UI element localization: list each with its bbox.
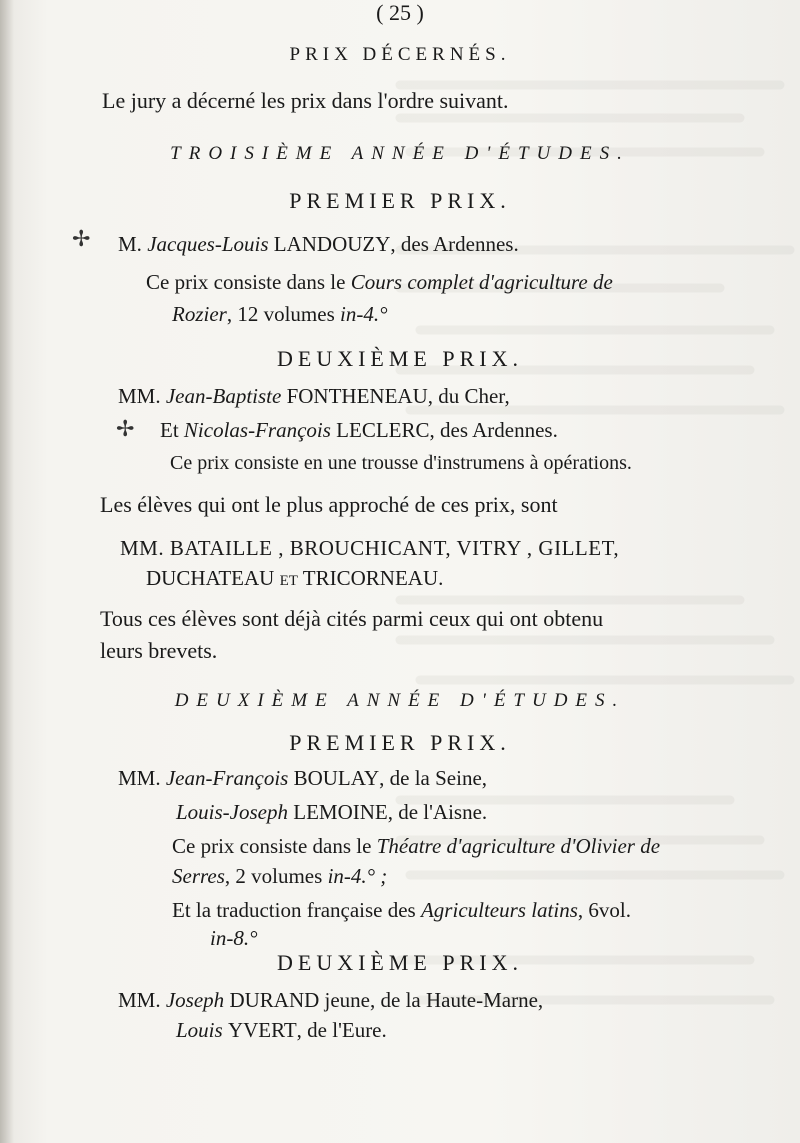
winner-origin: , des Ardennes. bbox=[429, 418, 558, 442]
winner-origin: , des Ardennes. bbox=[390, 232, 519, 256]
note-line1: Tous ces élèves sont déjà cités parmi ceux qui ont obtenu bbox=[100, 606, 604, 631]
year3-first-prize-winner bbox=[118, 232, 519, 257]
winner-origin: , du Cher, bbox=[427, 384, 510, 408]
desc-volumes: , 6vol. bbox=[577, 898, 631, 922]
winner-surname: FONTHENEAU bbox=[286, 384, 428, 408]
intro-text: Le jury a décerné les prix dans l'ordre suivant. bbox=[102, 88, 509, 113]
handwritten-cross-mark-2: ✢ bbox=[116, 416, 135, 441]
winner-given-name: Joseph bbox=[165, 988, 225, 1012]
page-number: ( 25 ) bbox=[376, 0, 424, 25]
desc-work-author: Rozier bbox=[172, 302, 227, 326]
year2-second-prize-winner-2 bbox=[176, 1018, 387, 1043]
winner-origin: jeune, de la Haute-Marne, bbox=[319, 988, 544, 1012]
winner-prefix: MM. bbox=[118, 384, 161, 408]
desc-prefix: Ce prix consiste dans le bbox=[146, 270, 346, 294]
winner-surname: BOULAY bbox=[293, 766, 380, 790]
page-title: PRIX DÉCERNÉS. bbox=[289, 44, 511, 65]
winner-given-name: Louis bbox=[176, 1018, 223, 1042]
winner-surname: LANDOUZY bbox=[273, 232, 391, 256]
desc-volumes: , 2 volumes bbox=[224, 864, 323, 888]
year2-first-prize-desc-line4: in-8.° bbox=[210, 926, 258, 950]
winner-prefix: M. bbox=[118, 232, 142, 256]
approached-names-line2: DUCHATEAU et TRICORNEAU. bbox=[146, 566, 444, 590]
approached-names-line1: MM. BATAILLE , BROUCHICANT, VITRY , GILLET, bbox=[120, 536, 620, 560]
year2-second-prize-title: DEUXIÈME PRIX. bbox=[277, 950, 523, 975]
year3-first-prize-desc-line1 bbox=[146, 270, 613, 295]
desc-prefix: Ce prix consiste dans le bbox=[172, 834, 372, 858]
desc-format: in-4.° bbox=[340, 302, 388, 326]
desc-volumes: , 12 volumes bbox=[226, 302, 335, 326]
year3-first-prize-title: PREMIER PRIX. bbox=[289, 188, 511, 213]
year2-first-prize-desc-line2 bbox=[172, 864, 387, 889]
desc-work-title: Agriculteurs latins bbox=[420, 898, 578, 922]
year3-first-prize-desc-line2 bbox=[172, 302, 387, 327]
winner-prefix: MM. bbox=[118, 766, 161, 790]
winner-given-name: Louis-Joseph bbox=[176, 800, 288, 824]
year2-first-prize-winner-2 bbox=[176, 800, 487, 825]
winner-surname: LEMOINE bbox=[293, 800, 388, 824]
desc-work-title: Théatre d'agriculture d'Olivier de bbox=[376, 834, 661, 858]
handwritten-cross-mark-1: ✢ bbox=[72, 226, 91, 251]
winner-given-name: Jean-François bbox=[165, 766, 289, 790]
winner-prefix: Et bbox=[160, 418, 179, 442]
year2-first-prize-winner-1 bbox=[118, 766, 487, 791]
desc-format: in-4.° ; bbox=[327, 864, 388, 888]
winner-given-name: Jean-Baptiste bbox=[165, 384, 282, 408]
note-line2: leurs brevets. bbox=[100, 638, 218, 663]
year3-second-prize-winner-2 bbox=[160, 418, 558, 443]
year3-second-prize-title: DEUXIÈME PRIX. bbox=[277, 346, 523, 371]
section-heading-year3: TROISIÈME ANNÉE D'ÉTUDES. bbox=[170, 143, 630, 164]
winner-given-name: Jacques-Louis bbox=[147, 232, 269, 256]
desc-work-title: Cours complet d'agriculture de bbox=[350, 270, 613, 294]
section-heading-year2: DEUXIÈME ANNÉE D'ÉTUDES. bbox=[174, 690, 626, 711]
desc-prefix: Et la traduction française des bbox=[172, 898, 416, 922]
winner-surname: LECLERC bbox=[336, 418, 430, 442]
year3-second-prize-desc: Ce prix consiste en une trousse d'instrumens à opérations. bbox=[170, 452, 632, 474]
year3-second-prize-winner-1 bbox=[118, 384, 510, 409]
winner-origin: , de la Seine, bbox=[379, 766, 488, 790]
year2-second-prize-winner-1 bbox=[118, 988, 543, 1013]
year2-first-prize-desc-line1 bbox=[172, 834, 660, 859]
winner-surname: DURAND bbox=[229, 988, 320, 1012]
winner-given-name: Nicolas-François bbox=[183, 418, 331, 442]
year2-first-prize-title: PREMIER PRIX. bbox=[289, 730, 511, 755]
approached-intro: Les élèves qui ont le plus approché de ces prix, sont bbox=[100, 492, 558, 517]
winner-origin: , de l'Eure. bbox=[296, 1018, 387, 1042]
winner-surname: YVERT bbox=[227, 1018, 297, 1042]
winner-origin: , de l'Aisne. bbox=[387, 800, 488, 824]
winner-prefix: MM. bbox=[118, 988, 161, 1012]
year2-first-prize-desc-line3 bbox=[172, 898, 631, 923]
desc-work-author: Serres bbox=[172, 864, 225, 888]
